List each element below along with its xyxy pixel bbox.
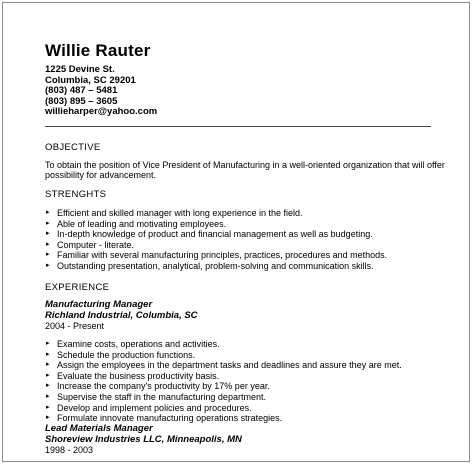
list-item: ▸ Supervise the staff in the manufacturing department. bbox=[46, 391, 266, 402]
address-line-1: 1225 Devine St. bbox=[45, 64, 115, 75]
bullet-icon: ▸ bbox=[46, 261, 50, 269]
bullet-icon: ▸ bbox=[46, 371, 50, 379]
resume-page bbox=[2, 2, 470, 462]
list-item: ▸ Outstanding presentation, analytical, problem-solving and communication skills. bbox=[46, 260, 374, 271]
job-company: Richland Industrial, Columbia, SC bbox=[45, 309, 198, 321]
address-line-2: Columbia, SC 29201 bbox=[45, 74, 136, 86]
experience-heading: EXPERIENCE bbox=[45, 282, 110, 293]
job-company: Shoreview Industries LLC, Minneapolis, MN bbox=[45, 433, 242, 445]
bullet-icon: ▸ bbox=[46, 230, 50, 238]
bullet-icon: ▸ bbox=[46, 414, 50, 422]
list-item: ▸ Efficient and skilled manager with long experience in the field. bbox=[46, 208, 303, 218]
email: willieharper@yahoo.com bbox=[45, 106, 158, 118]
job-title: Lead Materials Manager bbox=[45, 423, 153, 434]
divider-rule bbox=[45, 126, 431, 127]
job-entry-2 bbox=[45, 424, 242, 456]
job-1-duties bbox=[45, 339, 402, 424]
bullet-icon: ▸ bbox=[46, 361, 50, 369]
list-item: ▸ Develop and implement policies and procedures. bbox=[46, 402, 252, 413]
job-dates: 1998 - 2003 bbox=[45, 445, 94, 456]
list-item: ▸ Examine costs, operations and activities. bbox=[46, 339, 220, 349]
list-item: ▸ Schedule the production functions. bbox=[46, 349, 196, 360]
objective-text: To obtain the position of Vice President of Manufacturing in a well-oriented organization that will offer possibility for advancement. bbox=[45, 160, 445, 181]
list-item: ▸ Evaluate the business productivity basis. bbox=[46, 370, 220, 381]
bullet-icon: ▸ bbox=[46, 392, 50, 400]
job-dates: 2004 - Present bbox=[45, 321, 105, 332]
bullet-icon: ▸ bbox=[46, 340, 50, 347]
job-title: Manufacturing Manager bbox=[45, 299, 153, 310]
list-item: ▸ Able of leading and motivating employees. bbox=[46, 218, 227, 229]
list-item: ▸ Computer - literate. bbox=[46, 239, 135, 250]
list-item: ▸ Increase the company's productivity by 17% per year. bbox=[46, 381, 270, 392]
bullet-icon: ▸ bbox=[46, 251, 50, 259]
list-item: ▸ Formulate innovate manufacturing operations strategies. bbox=[46, 413, 283, 424]
list-item: ▸ Assign the employees in the department tasks and deadlines and assure they are met. bbox=[46, 360, 402, 371]
bullet-icon: ▸ bbox=[46, 240, 50, 248]
list-item: ▸ Familiar with several manufacturing principles, practices, procedures and methods. bbox=[46, 250, 388, 261]
contact-block bbox=[45, 65, 157, 118]
phone-2: (803) 895 – 3605 bbox=[45, 95, 118, 107]
bullet-icon: ▸ bbox=[46, 209, 50, 216]
strengths-list bbox=[45, 208, 387, 272]
bullet-icon: ▸ bbox=[46, 219, 50, 227]
objective-heading: OBJECTIVE bbox=[45, 142, 101, 153]
job-entry-1 bbox=[45, 300, 198, 332]
bullet-icon: ▸ bbox=[46, 382, 50, 390]
phone-1: (803) 487 – 5481 bbox=[45, 85, 118, 97]
bullet-icon: ▸ bbox=[46, 350, 50, 358]
candidate-name: Willie Rauter bbox=[45, 41, 151, 60]
bullet-icon: ▸ bbox=[46, 403, 50, 411]
strengths-heading: STRENGHTS bbox=[45, 189, 107, 200]
list-item: ▸ In-depth knowledge of product and financial management as well as budgeting. bbox=[46, 229, 373, 240]
